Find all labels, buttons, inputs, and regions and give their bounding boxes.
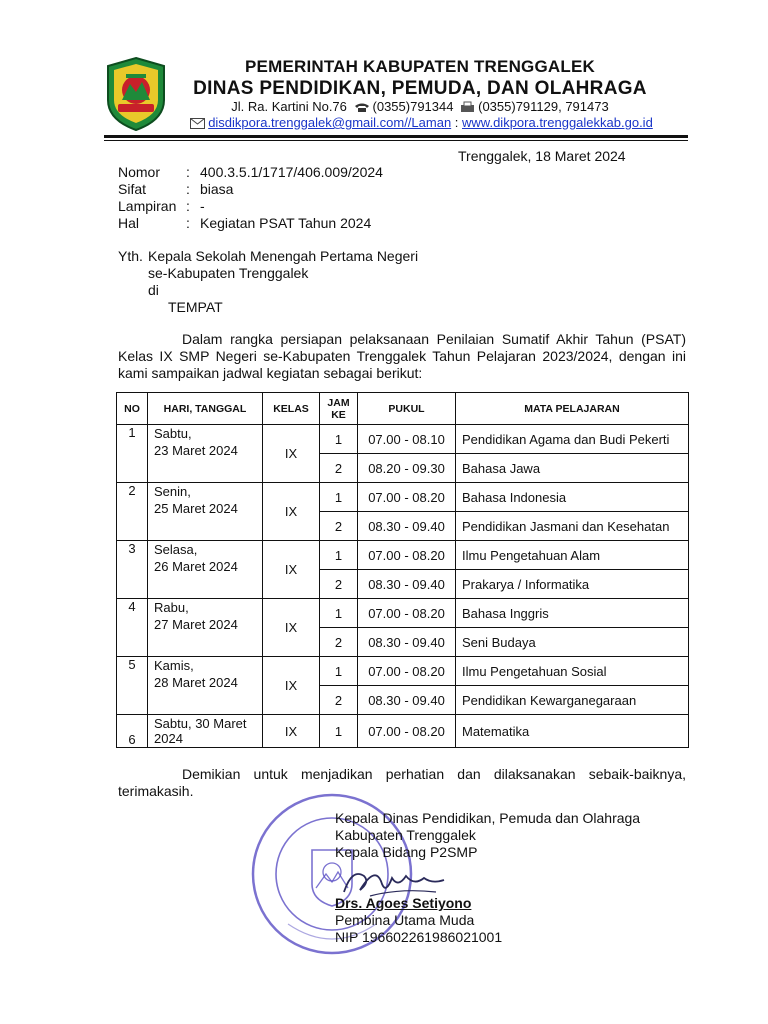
cell-pukul: 07.00 - 08.20 [358,483,456,512]
fax-number: (0355)791129, 791473 [478,99,609,114]
meta-label: Hal [118,215,140,231]
cell-mapel: Bahasa Indonesia [456,483,689,512]
cell-kelas: IX [263,541,320,599]
meta-colon: : [186,198,190,214]
cell-jam: 1 [320,541,358,570]
cell-day [148,715,263,748]
letterhead-contact [180,99,660,116]
cell-jam: 1 [320,425,358,454]
cell-mapel: Bahasa Inggris [456,599,689,628]
signatory-regency: Kabupaten Trenggalek [335,827,476,843]
day-name: Sabtu, [154,426,192,441]
cell-pukul: 07.00 - 08.20 [358,715,456,748]
meta-row-hal [118,215,383,232]
link-separator: : [451,115,463,130]
day-date: 28 Maret 2024 [154,675,238,690]
cell-kelas: IX [263,483,320,541]
recipient-name: Kepala Sekolah Menengah Pertama Negeri [148,248,419,264]
table-row [117,541,689,570]
letter-meta [118,164,383,232]
cell-no: 6 [117,715,148,748]
cell-pukul: 07.00 - 08.20 [358,541,456,570]
meta-value: 400.3.5.1/1717/406.009/2024 [200,164,383,180]
signatory-title: Kepala Dinas Pendidikan, Pemuda dan Olahraga [335,810,641,826]
header-no: NO [117,393,148,425]
table-row [117,483,689,512]
cell-mapel: Seni Budaya [456,628,689,657]
day-name: Selasa, [154,542,198,557]
day-date: 25 Maret 2024 [154,501,238,516]
phone-icon [354,101,370,116]
day-name: Sabtu, 30 Maret [154,716,247,731]
day-date: 23 Maret 2024 [154,443,238,458]
cell-no: 5 [117,657,148,715]
cell-jam: 2 [320,570,358,599]
email-link[interactable]: disdikpora.trenggalek@gmail.com//Laman [208,115,452,130]
cell-kelas: IX [263,599,320,657]
cell-mapel: Bahasa Jawa [456,454,689,483]
cell-day [148,425,263,483]
table-row [117,715,689,748]
handwritten-signature [340,862,460,902]
cell-jam: 1 [320,483,358,512]
address-text: Jl. Ra. Kartini No.76 [231,99,347,114]
letterhead-online [160,115,680,132]
meta-value: - [200,198,205,214]
cell-pukul: 08.30 - 09.40 [358,512,456,541]
cell-day [148,483,263,541]
day-date: 26 Maret 2024 [154,559,238,574]
header-day: HARI, TANGGAL [148,393,263,425]
cell-mapel: Pendidikan Agama dan Budi Pekerti [456,425,689,454]
table-header-row [117,393,689,425]
table-row [117,657,689,686]
letterhead-government: PEMERINTAH KABUPATEN TRENGGALEK [245,57,595,76]
mail-icon [190,117,205,132]
cell-no: 4 [117,599,148,657]
phone-number: (0355)791344 [372,99,454,114]
meta-label: Sifat [118,181,147,197]
signatory-rank: Pembina Utama Muda [335,912,475,928]
cell-pukul: 08.20 - 09.30 [358,454,456,483]
cell-jam: 2 [320,686,358,715]
table-row [117,425,689,454]
day-name: Senin, [154,484,191,499]
signatory-name: Drs. Agoes Setiyono [335,895,472,911]
meta-colon: : [186,181,190,197]
header-kelas: KELAS [263,393,320,425]
cell-day [148,541,263,599]
signatory-nip: NIP 196602261986021001 [335,929,503,945]
cell-mapel: Matematika [456,715,689,748]
recipient-block [118,248,418,316]
recipient-line [118,248,418,265]
letter-date: Trenggalek, 18 Maret 2024 [458,148,626,164]
day-name: Kamis, [154,658,194,673]
website-link[interactable]: www.dikpora.trenggalekkab.go.id [462,115,653,130]
fax-icon [460,101,475,116]
cell-jam: 2 [320,454,358,483]
cell-pukul: 07.00 - 08.20 [358,599,456,628]
cell-mapel: Ilmu Pengetahuan Alam [456,541,689,570]
cell-day [148,657,263,715]
meta-row-sifat [118,181,383,198]
cell-jam: 1 [320,657,358,686]
meta-label: Lampiran [118,198,177,214]
cell-jam: 1 [320,599,358,628]
day-name: Rabu, [154,600,189,615]
cell-jam: 2 [320,512,358,541]
header-pukul: PUKUL [358,393,456,425]
cell-kelas: IX [263,657,320,715]
day-date: 2024 [154,731,183,746]
meta-label: Nomor [118,164,161,180]
intro-text: Dalam rangka persiapan pelaksanaan Penilaian Sumatif Akhir Tahun (PSAT) Kelas IX SMP Negeri se-Kabupaten Trenggalek Tahun Pelajaran 2023/2024, dengan ini kami sampaikan jadwal kegiatan sebagai berikut: [118,331,686,381]
signatory-division: Kepala Bidang P2SMP [335,844,478,860]
cell-pukul: 08.30 - 09.40 [358,686,456,715]
intro-paragraph [118,331,686,382]
recipient-di: di [148,282,159,298]
cell-mapel: Pendidikan Jasmani dan Kesehatan [456,512,689,541]
cell-kelas: IX [263,715,320,748]
cell-jam: 2 [320,628,358,657]
cell-mapel: Pendidikan Kewarganegaraan [456,686,689,715]
meta-value: biasa [200,181,234,197]
cell-mapel: Ilmu Pengetahuan Sosial [456,657,689,686]
cell-no: 1 [117,425,148,483]
meta-colon: : [186,215,190,231]
schedule-body [117,425,689,748]
cell-mapel: Prakarya / Informatika [456,570,689,599]
meta-row-lampiran [118,198,383,215]
cell-kelas: IX [263,425,320,483]
meta-colon: : [186,164,190,180]
cell-no: 3 [117,541,148,599]
cell-pukul: 08.30 - 09.40 [358,570,456,599]
meta-row-nomor [118,164,383,181]
schedule-table [116,392,689,748]
cell-day [148,599,263,657]
cell-pukul: 08.30 - 09.40 [358,628,456,657]
regency-logo [104,56,168,132]
cell-pukul: 07.00 - 08.20 [358,657,456,686]
letterhead-rule-thin [104,140,688,141]
header-mapel: MATA PELAJARAN [456,393,689,425]
cell-jam: 1 [320,715,358,748]
cell-no: 2 [117,483,148,541]
meta-value: Kegiatan PSAT Tahun 2024 [200,215,372,231]
letterhead-department: DINAS PENDIDIKAN, PEMUDA, DAN OLAHRAGA [193,78,647,99]
table-row [117,599,689,628]
recipient-area: se-Kabupaten Trenggalek [148,265,309,281]
closing-text: Demikian untuk menjadikan perhatian dan dilaksanakan sebaik-baiknya, terimakasih. [118,766,686,799]
letterhead-rule-thick [104,135,688,138]
day-date: 27 Maret 2024 [154,617,238,632]
recipient-place: TEMPAT [168,299,223,315]
header-jam: JAM KE [320,393,358,425]
yth-label: Yth. [118,248,143,264]
cell-pukul: 07.00 - 08.10 [358,425,456,454]
